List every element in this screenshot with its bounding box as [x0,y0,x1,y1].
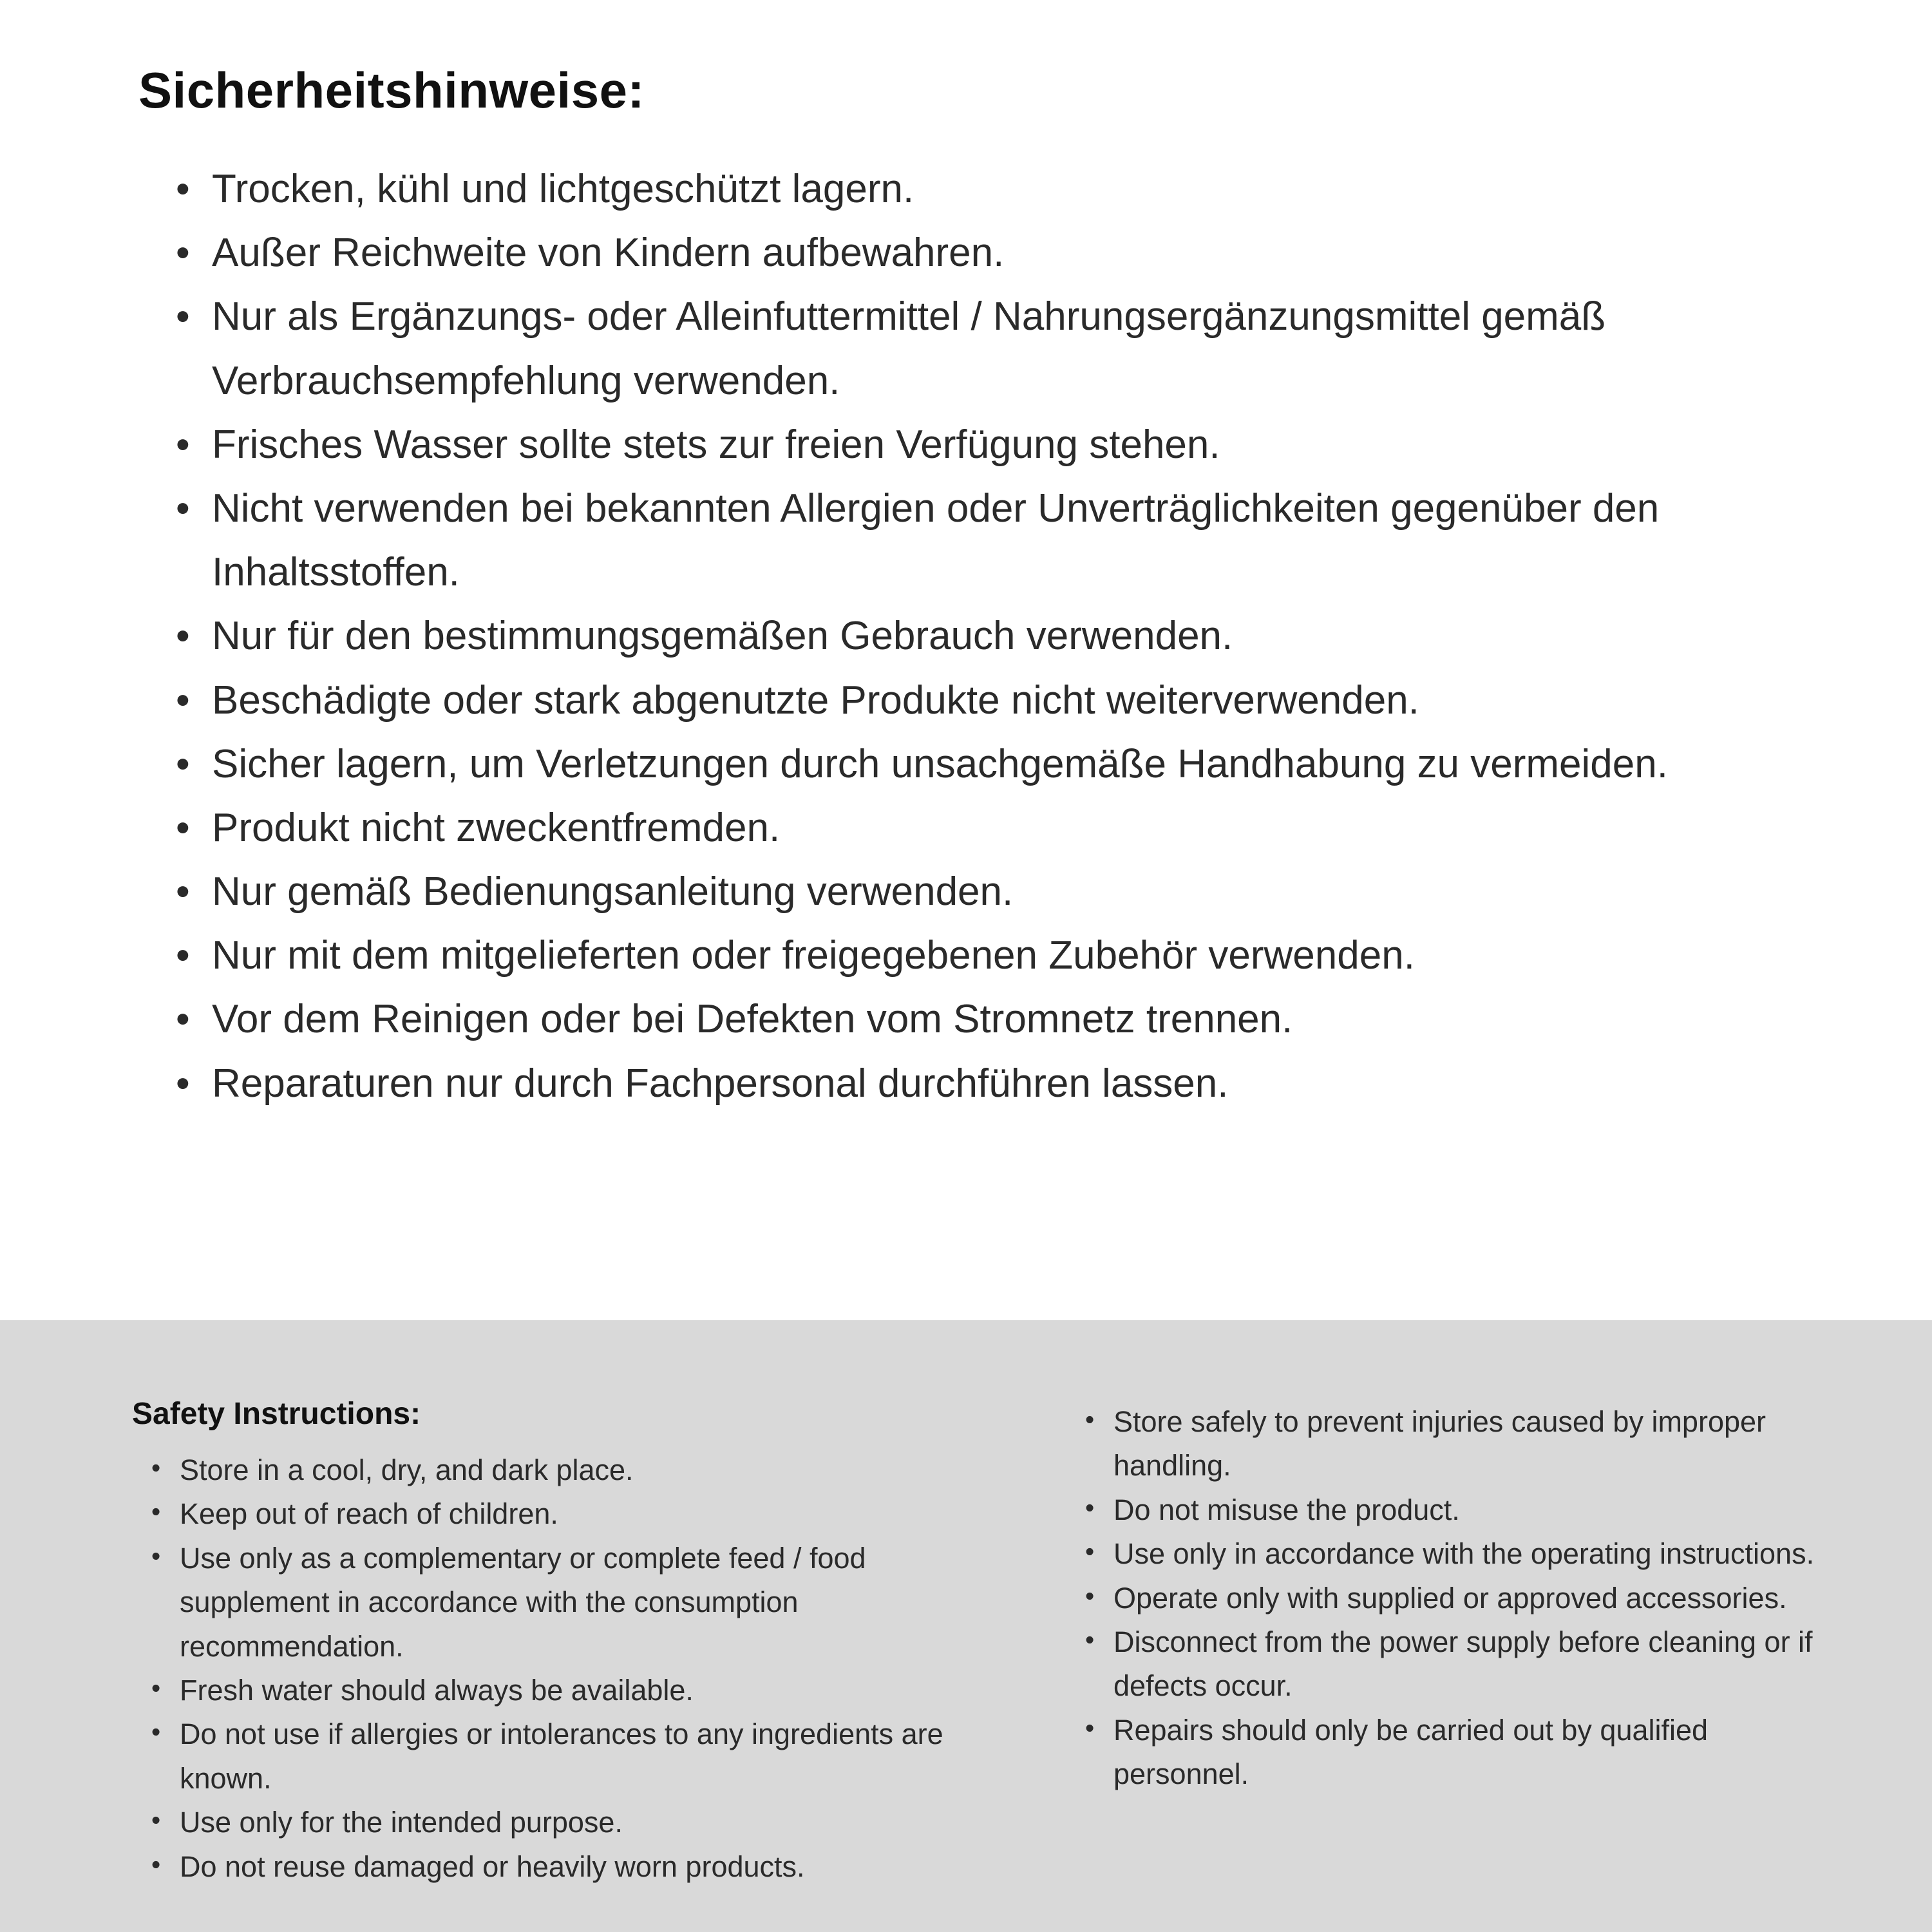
list-item: • Nicht verwenden bei bekannten Allergien oder Unverträglichkeiten gegenüber den Inhaltsstoffen. [176,477,1848,604]
list-item: • Use only in accordance with the operating instructions. [1085,1532,1835,1576]
list-item: • Do not misuse the product. [1085,1488,1835,1532]
list-item: • Disconnect from the power supply before cleaning or if defects occur. [1085,1620,1835,1709]
list-item: • Frisches Wasser sollte stets zur freien Verfügung stehen. [176,413,1848,477]
list-item: • Nur gemäß Bedienungsanleitung verwenden. [176,860,1848,923]
list-item: • Trocken, kühl und lichtgeschützt lagern. [176,157,1848,221]
english-instructions-list-right [1085,1400,1835,1797]
list-item: • Store safely to prevent injuries caused by improper handling. [1085,1400,1835,1488]
list-item: • Use only for the intended purpose. [151,1801,989,1844]
english-left-column [132,1396,989,1932]
english-section-title: Safety Instructions: [132,1397,421,1431]
list-item: • Keep out of reach of children. [151,1492,989,1536]
english-instructions-list-left [132,1448,989,1889]
german-section-title: Sicherheitshinweise: [138,62,645,118]
list-item: • Do not reuse damaged or heavily worn products. [151,1845,989,1889]
list-item: • Use only as a complementary or complete feed / food supplement in accordance with the consumption recommendation. [151,1537,989,1669]
list-item: • Fresh water should always be available. [151,1669,989,1712]
list-item: • Produkt nicht zweckentfremden. [176,796,1848,860]
list-item: • Sicher lagern, um Verletzungen durch unsachgemäße Handhabung zu vermeiden. [176,732,1848,796]
list-item: • Außer Reichweite von Kindern aufbewahren. [176,221,1848,285]
list-item: • Nur für den bestimmungsgemäßen Gebrauch verwenden. [176,604,1848,668]
list-item: • Nur als Ergänzungs- oder Alleinfuttermittel / Nahrungsergänzungsmittel gemäß Verbrauchsempfehlung verwenden. [176,285,1848,412]
list-item: • Beschädigte oder stark abgenutzte Produkte nicht weiterverwenden. [176,668,1848,732]
list-item: • Nur mit dem mitgelieferten oder freigegebenen Zubehör verwenden. [176,923,1848,987]
list-item: • Vor dem Reinigen oder bei Defekten vom Stromnetz trennen. [176,987,1848,1051]
german-instructions-list [138,157,1848,1115]
german-safety-section [138,61,1848,1115]
english-safety-section [0,1320,1932,1932]
english-right-column [1085,1396,1835,1932]
list-item: • Store in a cool, dry, and dark place. [151,1448,989,1492]
list-item: • Repairs should only be carried out by qualified personnel. [1085,1709,1835,1797]
list-item: • Do not use if allergies or intolerances to any ingredients are known. [151,1712,989,1801]
list-item: • Operate only with supplied or approved accessories. [1085,1577,1835,1620]
list-item: • Reparaturen nur durch Fachpersonal durchführen lassen. [176,1052,1848,1115]
